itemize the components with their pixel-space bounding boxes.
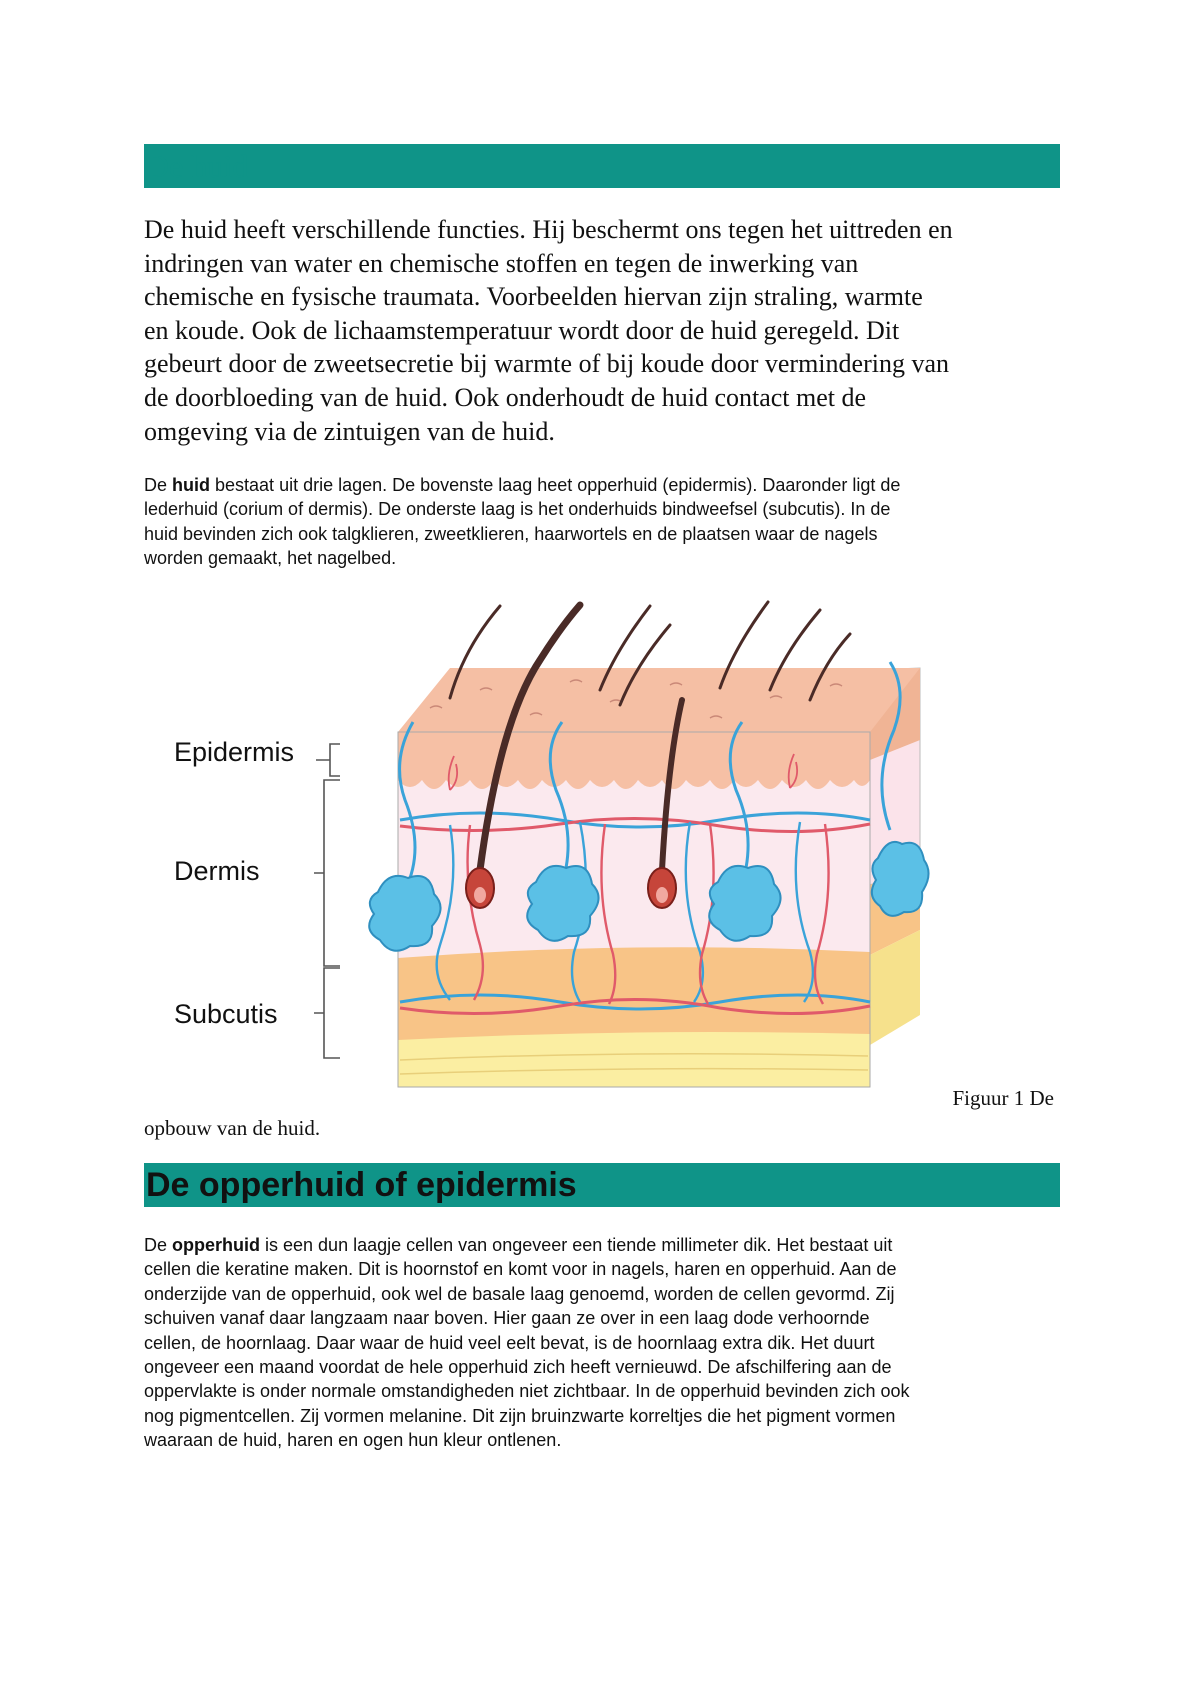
intro-line: gebeurt door de zweetsecretie bij warmte of bij koude door vermindering van — [144, 349, 949, 379]
intro-line: chemische en fysische traumata. Voorbeelden hiervan zijn straling, warmte — [144, 282, 923, 312]
label-epidermis: Epidermis — [174, 737, 295, 767]
layers-paragraph — [144, 473, 1064, 571]
paragraph-line: huid bevinden zich ook talgklieren, zweetklieren, haarwortels en de plaatsen waar de nagels — [144, 523, 878, 544]
epidermis-wave — [398, 732, 870, 789]
intro-line: indringen van water en chemische stoffen en tegen de inwerking van — [144, 248, 859, 278]
heading-text: De huid — [146, 148, 249, 184]
paragraph-line: waaraan de huid, haren en ogen hun kleur ontlenen. — [144, 1430, 562, 1451]
section-heading-de-huid — [144, 144, 1060, 188]
paragraph-line: oppervlakte is onder normale omstandigheden niet zichtbaar. In de opperhuid bevinden zich ook — [144, 1381, 910, 1402]
intro-line: en koude. Ook de lichaamstemperatuur wordt door de huid geregeld. Dit — [144, 315, 900, 345]
top-surface — [398, 668, 920, 732]
intro-line: omgeving via de zintuigen van de huid. — [144, 416, 555, 446]
deep-fat-layer — [398, 1032, 870, 1087]
section-heading-opperhuid — [144, 1163, 1060, 1207]
label-dermis: Dermis — [174, 856, 260, 886]
paragraph-line: onderzijde van de opperhuid, ook wel de basale laag genoemd, worden de cellen gevormd. Zij — [144, 1283, 895, 1304]
skin-diagram — [150, 590, 940, 1120]
figure-caption-part1: Figuur 1 De — [952, 1086, 1054, 1110]
bold-term: opperhuid — [172, 1235, 261, 1255]
heading-text: De opperhuid of epidermis — [146, 1166, 577, 1204]
line-rest: is een dun laagje cellen van ongeveer een tiende millimeter dik. Het bestaat uit — [260, 1235, 893, 1255]
intro-paragraph — [144, 213, 1064, 448]
paragraph-line: cellen die keratine maken. Dit is hoornstof en komt voor in nagels, haren en opperhuid. Aan de — [144, 1259, 897, 1280]
layer-brackets — [314, 744, 340, 1058]
label-subcutis: Subcutis — [174, 999, 278, 1029]
paragraph-line: cellen, de hoornlaag. Daar waar de huid veel eelt bevat, is de hoornlaag extra dik. Het duurt — [144, 1332, 875, 1353]
paragraph-line: schuiven vanaf daar langzaam naar boven. Hier gaan ze over in een laag dode verhoornde — [144, 1308, 870, 1329]
intro-line: de doorbloeding van de huid. Ook onderhoudt de huid contact met de — [144, 382, 867, 412]
paragraph-line: worden gemaakt, het nagelbed. — [144, 548, 397, 569]
figure-caption-part2: opbouw van de huid. — [144, 1116, 321, 1140]
lead-text: De — [144, 1235, 173, 1255]
lead-text: De — [144, 475, 173, 495]
paragraph-line: lederhuid (corium of dermis). De onderste laag is het onderhuids bindweefsel (subcutis). In de — [144, 499, 891, 520]
paragraph-line — [144, 473, 1064, 497]
epidermis-paragraph — [144, 1233, 1064, 1453]
line-rest: bestaat uit drie lagen. De bovenste laag heet opperhuid (epidermis). Daaronder ligt de — [210, 475, 901, 495]
bold-term: huid — [172, 475, 211, 495]
paragraph-line: nog pigmentcellen. Zij vormen melanine. Dit zijn bruinzwarte korreltjes die het pigment vormen — [144, 1405, 896, 1426]
paragraph-line — [144, 1233, 1064, 1257]
paragraph-line: ongeveer een maand voordat de hele opperhuid zich heeft vernieuwd. De afschilfering aan de — [144, 1357, 892, 1378]
skin-cross-section-illustration — [150, 590, 940, 1120]
intro-line: De huid heeft verschillende functies. Hij beschermt ons tegen het uittreden en — [144, 215, 953, 244]
